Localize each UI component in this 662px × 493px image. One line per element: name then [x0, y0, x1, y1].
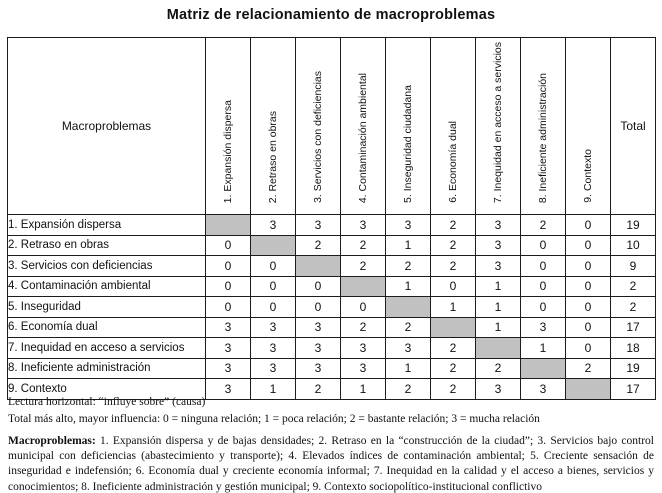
row-label: 7. Inequidad en acceso a servicios — [8, 338, 206, 359]
diagonal-cell — [206, 215, 251, 236]
matrix-cell: 3 — [476, 379, 521, 400]
diagonal-cell — [386, 297, 431, 318]
legend-paragraph — [8, 434, 654, 493]
matrix-cell: 2 — [341, 317, 386, 338]
matrix-cell: 0 — [296, 276, 341, 297]
matrix-cell: 3 — [296, 215, 341, 236]
matrix-cell: 0 — [566, 215, 611, 236]
legend-body: 1. Expansión dispersa y de bajas densidades; 2. Retraso en la “construcción de la ciudad”; 3. Servicios bajo control municipal con deficiencias (abastecimiento y transporte); 4. Elevados índices de contaminación ambiental; 5. Creciente sensación de inseguridad e indefensión; 6. Economía dual y creciente economía informal; 7. Inequidad en la calidad y el acceso a bienes, servicios y conocimientos; 8. Ineficiente administración y gestión municipal; 9. Contexto sociopolítico-institucional conflictivo — [8, 435, 654, 493]
total-header: Total — [611, 38, 656, 215]
matrix-body — [8, 215, 656, 400]
matrix-cell: 1 — [386, 358, 431, 379]
matrix-cell: 0 — [296, 297, 341, 318]
diagonal-cell — [341, 276, 386, 297]
matrix-cell: 0 — [206, 276, 251, 297]
column-header-label: 6. Economía dual — [446, 121, 459, 203]
row-label: 5. Inseguridad — [8, 297, 206, 318]
matrix-cell: 3 — [206, 379, 251, 400]
matrix-cell: 3 — [251, 338, 296, 359]
column-header-label: 1. Expansión dispersa — [221, 99, 234, 203]
matrix-cell: 2 — [431, 358, 476, 379]
column-header-4 — [341, 38, 386, 215]
table-row — [8, 256, 656, 277]
table-row — [8, 276, 656, 297]
matrix-cell: 3 — [251, 317, 296, 338]
note-line-1: Lectura horizontal: “influye sobre” (causa) — [8, 396, 206, 408]
matrix-cell: 2 — [386, 317, 431, 338]
matrix-cell: 0 — [521, 235, 566, 256]
row-label: 9. Contexto — [8, 379, 206, 400]
matrix-cell: 0 — [521, 256, 566, 277]
total-cell: 17 — [611, 317, 656, 338]
matrix-cell: 3 — [341, 338, 386, 359]
diagonal-cell — [431, 317, 476, 338]
page-title: Matriz de relacionamiento de macroproblemas — [166, 7, 496, 23]
matrix-cell: 0 — [566, 276, 611, 297]
diagonal-cell — [521, 358, 566, 379]
matrix-cell: 1 — [476, 276, 521, 297]
matrix-cell: 0 — [206, 235, 251, 256]
matrix-cell: 3 — [386, 338, 431, 359]
table-row — [8, 297, 656, 318]
table-row — [8, 235, 656, 256]
matrix-cell: 2 — [431, 215, 476, 236]
matrix-cell: 0 — [566, 256, 611, 277]
matrix-table — [7, 37, 656, 400]
diagonal-cell — [476, 338, 521, 359]
matrix-cell: 3 — [296, 358, 341, 379]
matrix-cell: 2 — [341, 256, 386, 277]
matrix-cell: 2 — [386, 256, 431, 277]
column-header-label: 5. Inseguridad ciudadana — [401, 85, 414, 203]
matrix-cell: 0 — [251, 276, 296, 297]
column-header-1 — [206, 38, 251, 215]
total-cell: 19 — [611, 215, 656, 236]
column-header-5 — [386, 38, 431, 215]
matrix-cell: 3 — [206, 317, 251, 338]
matrix-cell: 3 — [251, 358, 296, 379]
matrix-cell: 3 — [476, 235, 521, 256]
matrix-cell: 0 — [521, 276, 566, 297]
matrix-cell: 3 — [476, 256, 521, 277]
diagonal-cell — [296, 256, 341, 277]
matrix-cell: 1 — [386, 235, 431, 256]
column-header-6 — [431, 38, 476, 215]
column-header-7 — [476, 38, 521, 215]
matrix-cell: 0 — [206, 256, 251, 277]
matrix-cell: 3 — [206, 338, 251, 359]
row-label: 6. Economía dual — [8, 317, 206, 338]
matrix-cell: 2 — [521, 215, 566, 236]
matrix-cell: 0 — [341, 297, 386, 318]
matrix-cell: 0 — [521, 297, 566, 318]
matrix-cell: 2 — [296, 379, 341, 400]
matrix-cell: 2 — [566, 358, 611, 379]
table-row — [8, 358, 656, 379]
matrix-cell: 2 — [431, 235, 476, 256]
corner-header-cell: Macroproblemas — [8, 38, 206, 215]
matrix-cell: 0 — [566, 317, 611, 338]
diagonal-cell — [251, 235, 296, 256]
matrix-cell: 3 — [476, 215, 521, 236]
column-header-8 — [521, 38, 566, 215]
column-header-9 — [566, 38, 611, 215]
matrix-cell: 1 — [341, 379, 386, 400]
matrix-cell: 2 — [431, 379, 476, 400]
reading-notes — [8, 394, 656, 428]
matrix-cell: 1 — [431, 297, 476, 318]
matrix-cell: 0 — [566, 338, 611, 359]
matrix-cell: 3 — [521, 317, 566, 338]
column-header-label: 2. Retraso en obras — [266, 110, 279, 203]
matrix-cell: 1 — [476, 317, 521, 338]
total-cell: 9 — [611, 256, 656, 277]
matrix-cell: 3 — [296, 317, 341, 338]
column-header-label: 7. Inequidad en acceso a servicios — [491, 41, 504, 203]
matrix-cell: 2 — [296, 235, 341, 256]
column-header-label: 8. Ineficiente administración — [536, 72, 549, 203]
row-label: 4. Contaminación ambiental — [8, 276, 206, 297]
matrix-cell: 3 — [206, 358, 251, 379]
row-label: 8. Ineficiente administración — [8, 358, 206, 379]
matrix-cell: 3 — [386, 215, 431, 236]
matrix-cell: 1 — [386, 276, 431, 297]
row-label: 2. Retraso en obras — [8, 235, 206, 256]
column-header-2 — [251, 38, 296, 215]
legend-lead: Macroproblemas: — [8, 435, 96, 447]
matrix-cell: 0 — [431, 276, 476, 297]
matrix-cell: 2 — [431, 256, 476, 277]
table-row — [8, 317, 656, 338]
matrix-cell: 3 — [341, 215, 386, 236]
matrix-cell: 0 — [251, 256, 296, 277]
matrix-cell: 0 — [251, 297, 296, 318]
matrix-cell: 0 — [566, 297, 611, 318]
matrix-cell: 2 — [476, 358, 521, 379]
table-row — [8, 338, 656, 359]
matrix-cell: 2 — [341, 235, 386, 256]
matrix-header — [8, 38, 656, 215]
total-cell: 2 — [611, 276, 656, 297]
column-header-label: 3. Servicios con deficiencias — [311, 71, 324, 203]
total-cell: 18 — [611, 338, 656, 359]
matrix-cell: 3 — [521, 379, 566, 400]
total-cell: 19 — [611, 358, 656, 379]
matrix-cell: 3 — [341, 358, 386, 379]
row-label: 1. Expansión dispersa — [8, 215, 206, 236]
matrix-cell: 1 — [476, 297, 521, 318]
column-header-3 — [296, 38, 341, 215]
matrix-cell: 1 — [521, 338, 566, 359]
matrix-cell: 2 — [386, 379, 431, 400]
table-row — [8, 215, 656, 236]
column-header-label: 4. Contaminación ambiental — [356, 72, 369, 203]
matrix-cell: 1 — [251, 379, 296, 400]
total-cell: 10 — [611, 235, 656, 256]
row-label: 3. Servicios con deficiencias — [8, 256, 206, 277]
matrix-cell: 3 — [251, 215, 296, 236]
column-header-label: 9. Contexto — [581, 149, 594, 203]
total-cell: 2 — [611, 297, 656, 318]
matrix-cell: 3 — [296, 338, 341, 359]
matrix-cell: 0 — [206, 297, 251, 318]
header-row — [8, 38, 656, 215]
matrix-cell: 0 — [566, 235, 611, 256]
note-line-2: Total más alto, mayor influencia: 0 = ninguna relación; 1 = poca relación; 2 = bastante relación; 3 = mucha relación — [8, 413, 540, 425]
total-cell: 17 — [611, 379, 656, 400]
matrix-cell: 2 — [431, 338, 476, 359]
